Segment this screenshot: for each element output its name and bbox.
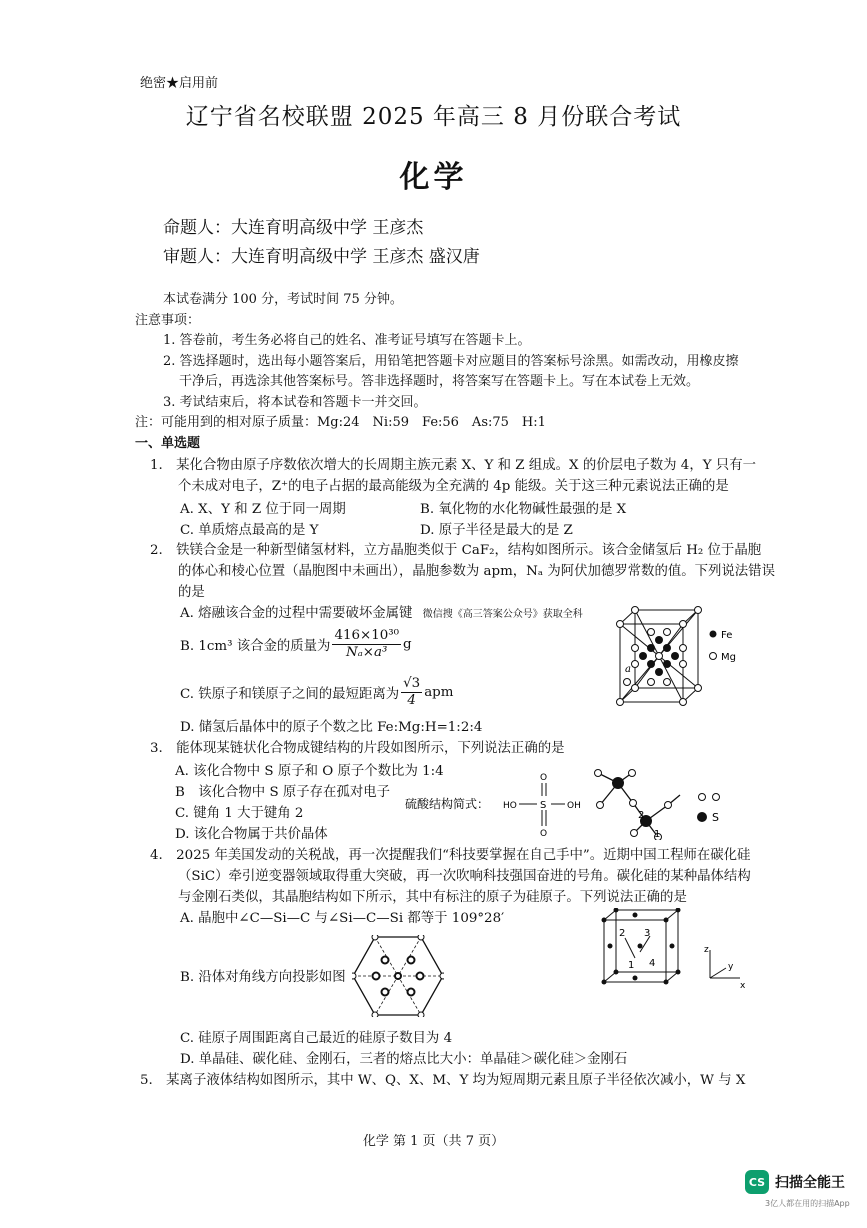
q2-option-a-text: A. 熔融该合金的过程中需要破坏金属键 xyxy=(180,606,413,621)
exam-title: 辽宁省名校联盟 2025 年高三 8 月份联合考试 xyxy=(185,104,682,130)
struct-label: 硫酸结构简式： xyxy=(405,797,490,811)
angle-2-label: 2 xyxy=(638,810,645,821)
note-2b: 干净后，再选涂其他答案标号。答非选择题时，将答案写在答题卡上。写在本试卷上无效。 xyxy=(179,374,700,389)
axis-x: x xyxy=(740,981,746,990)
subject-title: 化学 xyxy=(399,160,468,195)
page-footer: 化学 第 1 页（共 7 页） xyxy=(362,1134,505,1149)
question-3: 3. 能体现某链状化合物成键结构的片段如图所示，下列说法正确的是 xyxy=(150,741,565,756)
question-5: 5. 某离子液体结构如图所示，其中 W、Q、X、M、Y 均为短周期元素且原子半径依次减小，W 与 X xyxy=(140,1073,746,1088)
distance-unit: apm xyxy=(424,685,454,700)
secret-mark: 绝密★启用前 xyxy=(140,76,219,91)
distance-denominator: 4 xyxy=(407,693,416,708)
axis-y: y xyxy=(728,962,734,972)
si-label-2: 2 xyxy=(619,928,626,939)
s-atom-1 xyxy=(612,777,624,789)
scanner-name: 扫描全能王 xyxy=(775,1175,845,1191)
o-atom xyxy=(629,770,636,777)
mass-unit: g xyxy=(403,637,412,652)
author-line: 命题人：大连育明高级中学 王彦杰 xyxy=(163,218,424,238)
q4-line1: 4. 2025 年美国发动的关税战，再一次提醒我们“科技要掌握在自己手中”。近期中国工程师在碳化硅 xyxy=(150,848,751,863)
atomic-mass-line: 注：可能用到的相对原子质量：Mg:24 Ni:59 Fe:56 As:75 H:1 xyxy=(135,415,546,430)
q2-option-b xyxy=(180,628,412,661)
o-atom xyxy=(595,770,602,777)
legend-s: S xyxy=(712,811,719,824)
sic-unit-cell-figure xyxy=(600,908,760,994)
q4-line2: （SiC）牵引逆变器领域取得重大突破，再一次吹响科技强国奋进的号角。碳化硅的某种晶体结构 xyxy=(178,869,751,884)
q2-line1: 2. 铁镁合金是一种新型储氢材料，立方晶胞类似于 CaF₂，结构如图所示。该合金储氢后 H₂ 位于晶胞 xyxy=(150,543,762,558)
si-label-1: 1 xyxy=(628,960,635,971)
q1-option-a: A. X、Y 和 Z 位于同一周期 xyxy=(180,502,346,517)
q4-option-b: B. 沿体对角线方向投影如图 xyxy=(180,970,346,985)
note-1: 1. 答卷前，考生务必将自己的姓名、准考证号填写在答题卡上。 xyxy=(163,333,531,348)
note-2a: 2. 答选择题时，选出每小题答案后，用铅笔把答题卡对应题目的答案标号涂黑。如需改动，用橡皮擦 xyxy=(163,353,739,369)
scanner-watermark xyxy=(745,1170,845,1194)
o-bottom: O xyxy=(540,829,548,839)
legend-s-dot xyxy=(697,812,707,822)
score-line: 本试卷满分 100 分，考试时间 75 分钟。 xyxy=(163,292,403,307)
mass-denominator: Nₐ×a³ xyxy=(346,645,388,660)
projection-hexagon-svg xyxy=(352,935,444,1017)
authors xyxy=(163,214,480,272)
projection-hexagon-figure xyxy=(352,935,444,1021)
angle-1-label: 1 xyxy=(654,829,661,840)
q4-option-d: D. 单晶硅、碳化硅、金刚石，三者的熔点比大小：单晶硅＞碳化硅＞金刚石 xyxy=(180,1052,628,1067)
s-atom: S xyxy=(540,800,547,811)
ho-group: HO xyxy=(503,801,517,811)
q2-line2: 的体心和棱心位置（晶胞图中未画出），晶胞参数为 apm，Nₐ 为阿伏加德罗常数的值。下列说法错误 xyxy=(178,564,775,579)
o-atom xyxy=(631,830,638,837)
q2-line3: 的是 xyxy=(178,585,205,600)
si-label-3: 3 xyxy=(644,928,651,939)
o-atom xyxy=(630,800,637,807)
mass-fraction xyxy=(332,628,401,661)
sic-cell-svg xyxy=(600,908,760,990)
femg-unit-cell-figure xyxy=(605,602,805,716)
chain-fragment-figure xyxy=(588,765,738,844)
legend-o-dot xyxy=(713,794,720,801)
q1-option-b: B. 氧化物的水化物碱性最强的是 X xyxy=(420,502,627,517)
q3-option-a: A. 该化合物中 S 原子和 O 原子个数比为 1:4 xyxy=(175,764,444,779)
o-atom xyxy=(665,802,672,809)
sulfuric-acid-structure xyxy=(405,770,595,844)
femg-cell-svg xyxy=(605,602,805,712)
legend-mg-dot xyxy=(710,653,717,660)
q1-line2: 个未成对电子，Z⁺的电子占据的最高能级为全充满的 4p 能级。关于这三种元素说法正确的是 xyxy=(178,479,729,494)
axis-z: z xyxy=(704,945,709,955)
q4-line3: 与金刚石类似，其晶胞结构如下所示，其中有标注的原子为硅原子。下列说法正确的是 xyxy=(178,890,687,905)
q2-option-b-text: B. 1cm³ 该合金的质量为 xyxy=(180,639,331,654)
exam-instructions xyxy=(135,290,795,454)
wechat-note: 微信搜《高三答案公众号》获取全科 xyxy=(422,609,583,620)
sulfuric-acid-svg xyxy=(405,770,595,840)
q1-line1: 1. 某化合物由原子序数依次增大的长周期主族元素 X、Y 和 Z 组成。X 的价层电子数为 4，Y 只有一 xyxy=(150,458,756,473)
oh-group: OH xyxy=(567,801,581,811)
sic-front-face xyxy=(604,920,666,982)
q3-option-d: D. 该化合物属于共价晶体 xyxy=(175,827,328,842)
q2-option-d: D. 储氢后晶体中的原子个数之比 Fe:Mg:H=1:2:4 xyxy=(180,720,483,735)
q2-option-c xyxy=(180,676,453,709)
question-2 xyxy=(150,540,800,603)
question-4 xyxy=(150,845,800,908)
cell-edge-label: a xyxy=(625,664,631,675)
q3-option-b: B 该化合物中 S 原子存在孤对电子 xyxy=(175,785,390,800)
o-top: O xyxy=(540,773,548,783)
q1-option-d: D. 原子半径是最大的是 Z xyxy=(420,523,573,538)
legend-o-dot xyxy=(699,794,706,801)
o-atom xyxy=(597,802,604,809)
notes-title: 注意事项： xyxy=(135,312,201,328)
q4-option-c: C. 硅原子周围距离自己最近的硅原子数目为 4 xyxy=(180,1031,453,1046)
q3-option-c: C. 键角 1 大于键角 2 xyxy=(175,806,304,821)
legend-mg: Mg xyxy=(721,652,736,663)
note-3: 3. 考试结束后，将本试卷和答题卡一并交回。 xyxy=(163,394,427,410)
projected-atoms xyxy=(373,957,424,996)
mass-numerator: 416×10³⁰ xyxy=(334,628,399,643)
q2-option-a xyxy=(180,602,583,621)
si-label-4: 4 xyxy=(649,958,656,969)
legend-fe-dot xyxy=(710,631,717,638)
camscanner-icon: CS xyxy=(745,1170,769,1194)
reviewer-line: 审题人：大连育明高级中学 王彦杰 盛汉唐 xyxy=(163,247,480,267)
scanner-tagline: 3亿人都在用的扫描App xyxy=(765,1199,850,1208)
q4-option-a: A. 晶胞中∠C—Si—C 与∠Si—C—Si 都等于 109°28′ xyxy=(180,911,505,926)
q1-option-c: C. 单质熔点最高的是 Y xyxy=(180,523,319,538)
chain-fragment-svg xyxy=(588,765,738,840)
q2-option-c-text: C. 铁原子和镁原子之间的最短距离为 xyxy=(180,687,400,702)
question-1 xyxy=(150,455,800,497)
distance-numerator: √3 xyxy=(403,676,421,691)
coordinate-axes xyxy=(710,950,740,978)
distance-fraction xyxy=(401,676,422,709)
section-title: 一、单选题 xyxy=(135,435,201,451)
legend-fe: Fe xyxy=(721,630,733,641)
